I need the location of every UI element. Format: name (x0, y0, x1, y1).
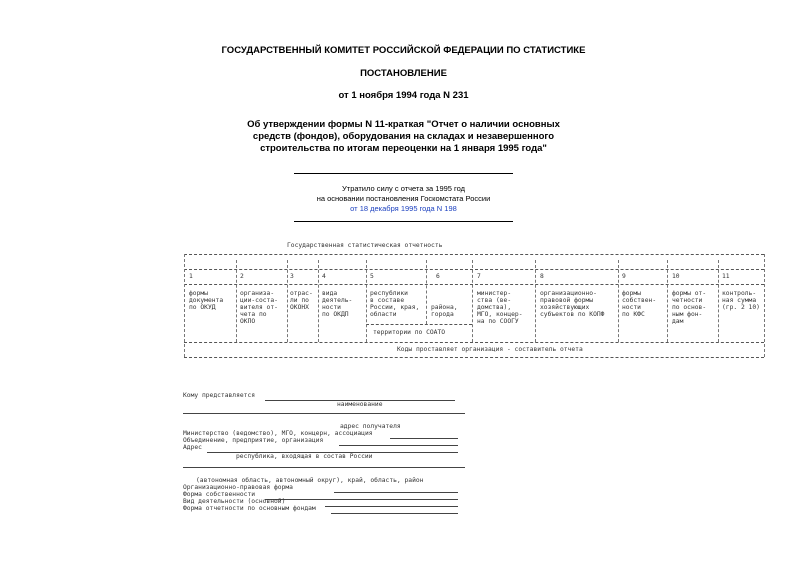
column-header-district: района, города (431, 304, 458, 318)
republic-caption: республика, входящая в состав России (236, 453, 373, 460)
divider-bottom (294, 221, 513, 222)
association-label: Объединение, предприятие, организация (183, 437, 324, 444)
column-header-kfs: формы собствен- ности по КФС (622, 290, 657, 318)
column-separator (366, 260, 367, 342)
republic-field[interactable] (183, 467, 465, 468)
document-subject-line-1: Об утверждении формы N 11-краткая "Отчет о наличии основных (247, 119, 560, 130)
column-separator (318, 260, 319, 342)
name-field[interactable] (183, 413, 465, 414)
column-separator (287, 260, 288, 342)
column-header-okdp: вида деятель- ности по ОКДП (322, 290, 353, 318)
column-number: 11 (722, 273, 730, 280)
to-whom-label: Кому представляется (183, 392, 256, 399)
column-header-region: республики в составе России, края, области (370, 290, 420, 318)
document-date-number: от 1 ноября 1994 года N 231 (338, 90, 469, 101)
reporting-form-label: Форма отчетности по основным фондам (183, 505, 316, 512)
status-line-1: Утратило силу с отчета за 1995 год (342, 184, 465, 193)
table-edge (184, 254, 185, 357)
ministry-field[interactable] (390, 438, 458, 439)
column-header-report-form: формы от- четности по основ- ным фон- дам (672, 290, 707, 325)
column-number: 10 (672, 273, 680, 280)
column-number: 6 (436, 273, 440, 280)
table-border (184, 342, 764, 343)
column-header-okud: формы документа по ОКУД (189, 290, 224, 311)
column-separator (426, 260, 427, 324)
ownership-label: Форма собственности (183, 491, 256, 498)
column-number: 7 (477, 273, 481, 280)
column-header-checksum: контроль- ная сумма (гр. 2 10) (722, 290, 760, 311)
document-subject-line-3: строительства по итогам переоценки на 1 января 1995 года" (260, 143, 547, 154)
document-type: ПОСТАНОВЛЕНИЕ (360, 68, 447, 79)
codes-footer: Коды проставляет организация - составитель отчета (397, 346, 583, 353)
association-field[interactable] (339, 445, 458, 446)
table-border-bottom (184, 357, 764, 358)
ministry-label: Министерство (ведомство), МГО, концерн, ассоциация (183, 430, 373, 437)
column-number: 8 (540, 273, 544, 280)
status-line-2: на основании постановления Госкомстата России (316, 194, 491, 203)
document-subject-line-2: средств (фондов), оборудования на складах и незавершенного (252, 131, 555, 142)
column-separator (618, 260, 619, 342)
name-caption: наименование (337, 401, 383, 408)
table-border (184, 269, 764, 270)
activity-field[interactable] (325, 506, 458, 507)
activity-label: Вид деятельности (основной) (183, 498, 286, 505)
reporting-form-field[interactable] (331, 513, 458, 514)
divider-top (294, 173, 513, 174)
column-separator (718, 260, 719, 342)
column-separator (236, 260, 237, 342)
column-number: 9 (622, 273, 626, 280)
column-header-kopf: организационно- правовой формы хозяйствующих субъектов по КОПФ (540, 290, 605, 318)
column-separator (472, 260, 473, 342)
committee-title: ГОСУДАРСТВЕННЫЙ КОМИТЕТ РОССИЙСКОЙ ФЕДЕРАЦИИ ПО СТАТИСТИКЕ (221, 45, 586, 56)
territory-label: территории по СОАТО (373, 329, 446, 336)
column-number: 5 (370, 273, 374, 280)
address-caption: адрес получателя (340, 423, 401, 430)
column-header-soogu: министер- ства (ве- домства), МГО, концер- на по СООГУ (477, 290, 523, 325)
ownership-field[interactable] (265, 499, 458, 500)
column-number: 1 (189, 273, 193, 280)
column-header-okpo: организа- ции-соста- вителя от- чета по ОКПО (240, 290, 278, 325)
table-edge (764, 254, 765, 357)
table-border-top (184, 254, 764, 255)
column-number: 4 (322, 273, 326, 280)
column-number: 2 (240, 273, 244, 280)
legal-form-label: Организационно-правовая форма (183, 484, 293, 491)
codes-table-caption: Государственная статистическая отчетность (287, 242, 443, 249)
status-link[interactable]: от 18 декабря 1995 года N 198 (350, 204, 457, 213)
legal-form-field[interactable] (334, 492, 458, 493)
table-border (184, 284, 764, 285)
address-label: Адрес (183, 444, 202, 451)
column-separator (667, 260, 668, 342)
column-separator (535, 260, 536, 342)
region-caption: (автономная область, автономный округ), край, область, район (196, 477, 424, 484)
column-number: 3 (290, 273, 294, 280)
territory-divider (366, 324, 472, 325)
column-header-okonh: отрас- ли по ОКОНХ (290, 290, 313, 311)
